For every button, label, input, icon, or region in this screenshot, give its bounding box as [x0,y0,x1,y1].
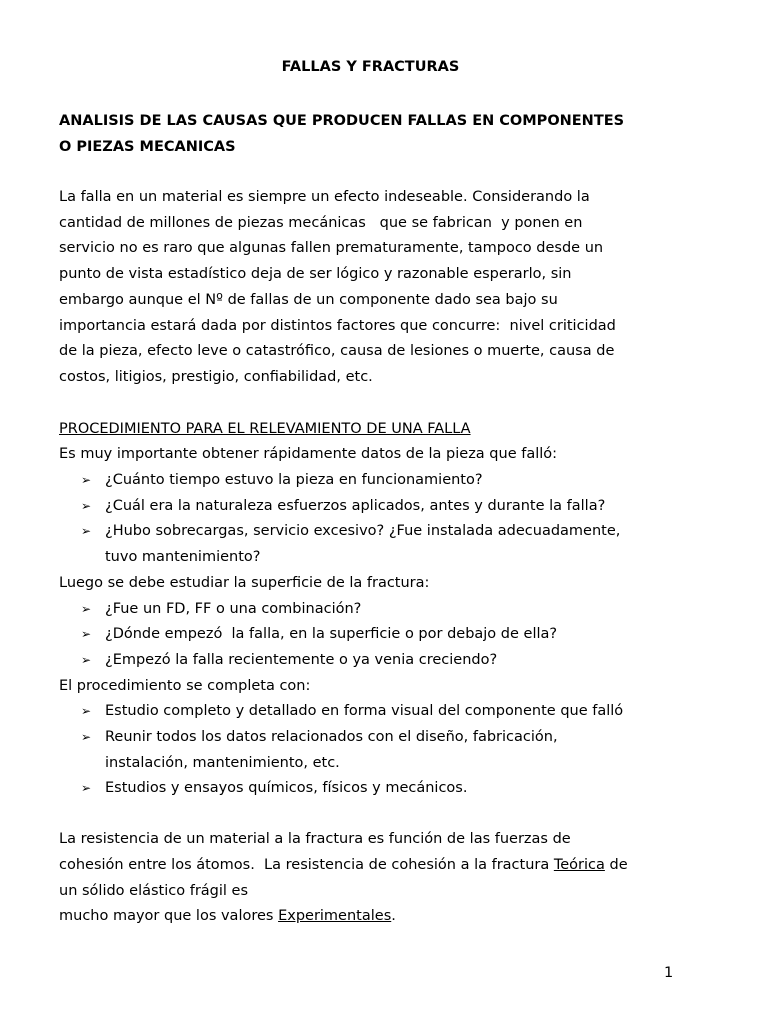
document-title: FALLAS Y FRACTURAS [281,59,460,75]
intro-paragraph [59,185,679,391]
list-item [59,494,679,520]
question-list-1 [59,468,679,571]
list-item [59,776,679,802]
heading-line: O PIEZAS MECANICAS [59,139,236,155]
arrow-bullet-icon: ➢ [81,730,92,745]
text-span: de [604,856,628,873]
section-heading [59,108,679,160]
text-span: cohesión entre los átomos. La resistencia de cohesión a la fractura [59,856,554,873]
procedure-intro-2: Luego se debe estudiar la superficie de la fractura: [59,574,430,591]
text-line: costos, litigios, prestigio, confiabilidad, etc. [59,368,373,385]
arrow-bullet-icon: ➢ [81,498,92,513]
list-item [59,648,679,674]
text-line: punto de vista estadístico deja de ser lógico y razonable esperarlo, sin [59,266,572,283]
text-line: un sólido elástico frágil es [59,882,249,899]
list-item-line: ¿Cuánto tiempo estuvo la pieza en funcionamiento? [105,472,483,489]
resistance-paragraph [59,827,679,930]
text-span: mucho mayor que los valores [59,908,279,925]
heading-line: ANALISIS DE LAS CAUSAS QUE PRODUCEN FALLAS EN COMPONENTES [59,113,625,129]
list-item-line: ¿Empezó la falla recientemente o ya venia creciendo? [105,651,498,668]
procedure-intro-1: Es muy importante obtener rápidamente datos de la pieza que falló: [59,446,558,463]
text-line: importancia estará dada por distintos factores que concurre: nivel criticidad [59,317,616,334]
arrow-bullet-icon: ➢ [81,627,92,642]
question-list-2 [59,597,679,674]
underlined-term: Experimentales [278,908,392,925]
text-line [59,904,679,930]
page-number: 1 [664,965,674,981]
list-item-line: Estudio completo y detallado en forma visual del componente que falló [105,703,624,720]
document-page [59,56,679,930]
list-item [59,725,679,776]
arrow-bullet-icon: ➢ [81,781,92,796]
arrow-bullet-icon: ➢ [81,473,92,488]
list-item-line: ¿Hubo sobrecargas, servicio excesivo? ¿Fue instalada adecuadamente, [105,523,621,540]
arrow-bullet-icon: ➢ [81,524,92,539]
arrow-bullet-icon: ➢ [81,601,92,616]
task-list [59,699,679,802]
text-line: servicio no es raro que algunas fallen prematuramente, tampoco desde un [59,240,604,257]
list-item [59,699,679,725]
list-item [59,622,679,648]
list-item [59,519,679,570]
text-line: La falla en un material es siempre un efecto indeseable. Considerando la [59,189,590,205]
procedure-title: PROCEDIMIENTO PARA EL RELEVAMIENTO DE UNA FALLA [59,420,471,437]
procedure-intro-3: El procedimiento se completa con: [59,677,311,694]
list-item [59,468,679,494]
list-item-line: ¿Fue un FD, FF o una combinación? [105,600,362,617]
text-line [59,853,679,879]
text-span: . [391,908,396,925]
list-item [59,597,679,623]
text-line: La resistencia de un material a la fractura es función de las fuerzas de [59,831,571,848]
list-item-line: ¿Dónde empezó la falla, en la superficie o por debajo de ella? [105,626,558,643]
list-item-line: ¿Cuál era la naturaleza esfuerzos aplicados, antes y durante la falla? [105,497,606,514]
list-item-line: instalación, mantenimiento, etc. [105,754,340,771]
text-line: cantidad de millones de piezas mecánicas que se fabrican y ponen en [59,214,583,231]
arrow-bullet-icon: ➢ [81,652,92,667]
list-item-line: Estudios y ensayos químicos, físicos y mecánicos. [105,780,468,797]
list-item-line: tuvo mantenimiento? [105,549,261,566]
arrow-bullet-icon: ➢ [81,704,92,719]
text-line: de la pieza, efecto leve o catastrófico, causa de lesiones o muerte, causa de [59,343,615,360]
text-line: embargo aunque el Nº de fallas de un componente dado sea bajo su [59,291,558,308]
list-item-line: Reunir todos los datos relacionados con el diseño, fabricación, [105,729,558,746]
underlined-term: Teórica [553,856,605,873]
